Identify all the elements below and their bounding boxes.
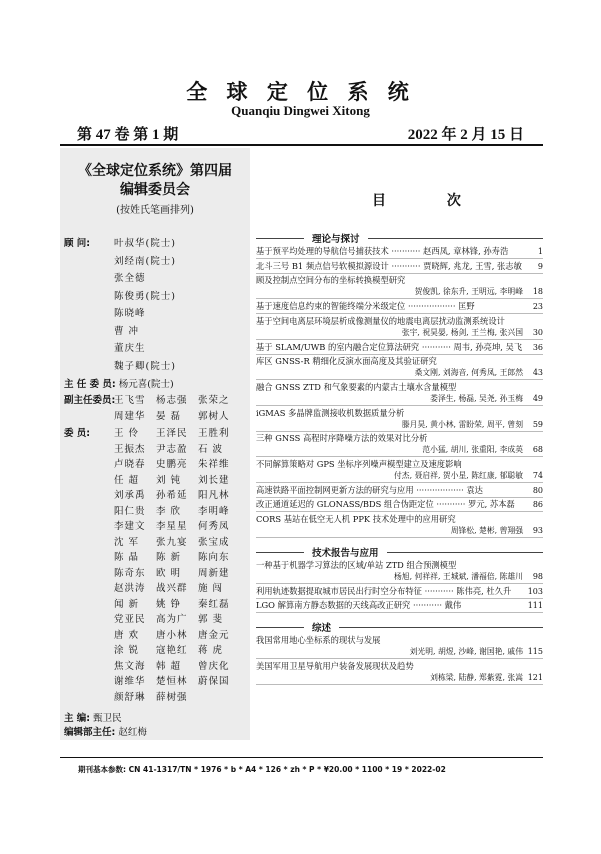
editorial-board-panel [60, 148, 250, 740]
entry-title: LGO 解算南方静态数据的天线高改正研究 ··········· 戴伟 [256, 600, 462, 611]
member-row [114, 549, 240, 565]
entry-authors: 杨旭, 何祥祥, 王城斌, 潘福倍, 陈雄川 [394, 571, 523, 581]
member-name: 刘长建 [198, 474, 230, 486]
toc-entry [256, 635, 543, 657]
vice-director-row [114, 408, 240, 424]
section-heading [256, 546, 543, 558]
member-name: 尹志盈 [156, 443, 188, 455]
member-row [114, 611, 240, 627]
member-row [114, 658, 240, 674]
section-heading [256, 232, 543, 244]
entry-page: 103 [527, 586, 543, 596]
entry-page: 80 [532, 485, 543, 495]
member-name: 蔚保国 [198, 676, 230, 687]
member-row [114, 534, 240, 550]
member-name: 陈 晶 [114, 552, 140, 563]
advisor-row [114, 323, 156, 341]
section-rule [256, 238, 543, 239]
chief-editor-label: 编辑部主任: [64, 727, 116, 738]
member-name: 唐金元 [198, 629, 230, 641]
advisor-name: 张全德 [114, 273, 146, 284]
section-label: 技术报告与应用 [304, 545, 387, 559]
toc-entry [256, 600, 543, 611]
member-name: 李建文 [114, 521, 146, 532]
member-row [114, 456, 240, 472]
member-row [114, 487, 240, 503]
member-name: 颜舒琳 [114, 691, 146, 703]
member-row [114, 627, 240, 643]
entry-page: 49 [532, 393, 543, 403]
masthead-divider [60, 144, 543, 146]
toc-entry [256, 316, 543, 338]
entry-authors: 张宇, 祝昊晏, 杨剑, 王兰梅, 张兴国 [401, 327, 523, 337]
section-label: 综述 [304, 620, 339, 634]
entry-title: 美国军用卫星导航用户装备发展现状及趋势 [256, 660, 414, 671]
entry-page: 74 [532, 471, 543, 480]
member-name: 李星星 [156, 521, 188, 532]
advisor-name: 刘经南(院士) [114, 255, 176, 267]
entry-title: 利用轨迹数据提取城市居民出行时空分布特征 ··········· 陈伟亮, 杜久升 [256, 585, 512, 596]
entry-authors: 付杰, 聂启祥, 贺小星, 陈红康, 郁聪敏 [394, 471, 523, 480]
footer-divider [60, 757, 543, 758]
entry-page: 1 [537, 247, 543, 256]
member-name: 楚恒林 [156, 676, 188, 687]
toc-entry [256, 586, 543, 597]
member-name: 焦文海 [114, 660, 146, 672]
entry-separator [256, 339, 543, 340]
toc-entry [256, 661, 543, 683]
entry-page: 36 [532, 342, 543, 352]
member-name: 韩 超 [156, 660, 182, 672]
member-name: 何秀凤 [198, 521, 230, 532]
editor-label: 主 编: [64, 713, 91, 724]
advisor-row [114, 305, 156, 323]
member-row [114, 518, 240, 534]
entry-separator [256, 273, 543, 274]
editor-name: 甄卫民 [93, 713, 122, 724]
member-name: 石 波 [198, 443, 224, 455]
entry-page: 111 [527, 601, 543, 611]
member-name: 陈向东 [198, 552, 230, 563]
entry-separator [256, 583, 543, 584]
entry-title: 基于 SLAM/UWB 的室内融合定位算法研究 ··········· 周韦, 孙亮坤, 吴飞 [256, 341, 523, 352]
vice-label: 副主任委员: [64, 395, 116, 406]
toc-heading: 目 次 [372, 193, 489, 209]
toc-entry [256, 275, 543, 297]
entry-separator [256, 379, 543, 380]
entry-page: 9 [537, 261, 543, 271]
entry-title: 基于预平均处理的导航信号捕获技术 ··········· 赵西凤, 章林锋, 孙寿浩 [256, 246, 509, 256]
entry-title: 我国常用地心坐标系的现状与发展 [256, 634, 381, 645]
entry-authors: 滕月昊, 黄小林, 雷盼荣, 周平, 曾刻 [401, 419, 523, 429]
entry-page: 30 [532, 327, 543, 337]
member-name: 阳凡林 [198, 490, 230, 501]
entry-page: 86 [532, 500, 543, 510]
member-name: 秦红磊 [198, 598, 230, 610]
member-name: 张宝成 [198, 536, 230, 548]
editor-row [64, 710, 122, 724]
member-name: 李 欣 [156, 505, 182, 517]
section-label: 理论与探讨 [304, 231, 368, 245]
advisor-name: 陈俊勇(院士) [114, 290, 176, 302]
member-name: 朱祥维 [198, 459, 230, 470]
member-row [114, 425, 240, 441]
entry-authors: 范小猛, 胡川, 张重阳, 李成英 [422, 445, 523, 455]
member-name: 卢晓春 [114, 459, 146, 470]
member-name: 王 伶 [114, 428, 140, 439]
entry-separator [256, 456, 543, 457]
advisor-row [114, 340, 156, 358]
entry-title: 高速铁路平面控制网更新方法的研究与应用 ·················· 袁达 [256, 484, 483, 495]
toc-entry [256, 301, 543, 312]
entry-title: 融合 GNSS ZTD 和气象要素的内蒙古土壤水含量模型 [256, 381, 457, 392]
advisors-label-row [64, 235, 90, 249]
member-name: 沈 军 [114, 536, 140, 548]
toc-entry [256, 356, 543, 378]
toc-entry [256, 560, 543, 582]
journal-title: 全 球 定 位 系 统 [186, 80, 415, 104]
member-name: 周新建 [198, 567, 230, 579]
member-name: 赵洪涛 [114, 583, 146, 594]
member-name: 陈 新 [156, 552, 182, 563]
board-title: 《全球定位系统》第四届 编辑委员会 [78, 163, 232, 198]
member-name: 战兴群 [156, 583, 188, 594]
entry-separator [256, 313, 543, 314]
advisor-name: 魏子卿(院士) [114, 360, 176, 372]
entry-separator [256, 598, 543, 599]
entry-separator [256, 354, 543, 355]
member-row [114, 503, 240, 519]
toc-entry [256, 485, 543, 496]
chief-editor-name: 赵红梅 [118, 727, 147, 738]
member-name: 晏 磊 [156, 410, 182, 422]
member-name: 寇艳红 [156, 645, 188, 656]
entry-authors: 刘栋梁, 陆静, 郑紫霓, 张嵩 [430, 672, 523, 682]
toc-entry [256, 382, 543, 404]
member-name: 党亚民 [114, 614, 146, 625]
vice-label-row [64, 392, 115, 406]
advisor-name: 叶叔华(院士) [114, 238, 176, 249]
member-row [114, 673, 240, 689]
member-name: 王振杰 [114, 443, 146, 455]
entry-separator [256, 684, 543, 685]
chief-editor-row [64, 724, 147, 738]
journal-parameters: 期刊基本参数: CN 41-1317/TN * 1976 * b * A4 * 126 * zh * P * ¥20.00 * 1100 * 19 * 2022-02 [78, 765, 446, 774]
entry-title: 库区 GNSS-R 精细化反演水面高度及其验证研究 [256, 356, 437, 367]
member-name: 杨志强 [156, 395, 188, 406]
entry-authors: 桑文刚, 刘海音, 何秀凤, 王郎然 [414, 368, 523, 378]
entry-title: 一种基于机器学习算法的区域/单站 ZTD 组合预测模型 [256, 559, 457, 570]
entry-title: 北斗三号 B1 频点信号软模拟源设计 ··········· 贾晓辉, 兆龙, 王雪, 张志敏 [256, 260, 522, 271]
entry-authors: 贺俊凯, 徐东升, 王明远, 李明峰 [414, 287, 523, 297]
member-name: 蒋 虎 [198, 645, 224, 656]
advisor-row [114, 288, 176, 306]
member-name: 张荣之 [198, 395, 230, 406]
entry-separator [256, 511, 543, 512]
entry-separator [256, 298, 543, 299]
member-name: 施 闯 [198, 583, 224, 594]
entry-page: 18 [532, 287, 543, 297]
entry-separator [256, 258, 543, 259]
director-row [64, 376, 174, 390]
member-name: 孙希延 [156, 490, 188, 501]
entry-page: 68 [532, 445, 543, 455]
entry-title: 顾及控制点空间分布的坐标转换模型研究 [256, 275, 406, 286]
member-name: 谢维华 [114, 676, 146, 687]
entry-authors: 刘光明, 胡煜, 沙峰, 谢国艳, 戚伟 [409, 646, 523, 656]
entry-page: 23 [532, 302, 543, 312]
toc-entry [256, 342, 543, 353]
toc-entry [256, 261, 543, 272]
entry-title: 改正通道延迟的 GLONASS/BDS 组合伪距定位 ··········· 罗元, 苏本磊 [256, 499, 515, 510]
board-subtitle: (按姓氏笔画排列) [116, 205, 194, 216]
member-name: 闻 新 [114, 598, 140, 610]
entry-separator [256, 405, 543, 406]
advisors-list [114, 235, 176, 375]
entry-separator [256, 482, 543, 483]
member-name: 高为广 [156, 614, 188, 625]
entry-page: 115 [527, 646, 543, 656]
entry-separator [256, 537, 543, 538]
member-name: 史鹏亮 [156, 459, 188, 470]
member-row [114, 565, 240, 581]
member-name: 王胜利 [198, 428, 230, 439]
entry-title: 三种 GNSS 高程时序降噪方法的效果对比分析 [256, 433, 428, 444]
entry-authors: 娄泽生, 杨磊, 吴尧, 孙玉梅 [430, 393, 523, 403]
toc-entry [256, 459, 543, 481]
advisor-name: 陈晓峰 [114, 308, 146, 319]
member-row [114, 580, 240, 596]
member-row [114, 642, 240, 658]
member-row [114, 596, 240, 612]
members-label: 委 员: [64, 428, 91, 439]
entry-separator [256, 658, 543, 659]
member-name: 王泽民 [156, 428, 188, 439]
advisor-name: 曹 冲 [114, 325, 140, 337]
entry-page: 121 [527, 672, 543, 682]
member-name: 刘承禹 [114, 490, 146, 501]
section-heading [256, 621, 543, 633]
advisor-row [114, 235, 176, 253]
entry-separator [256, 497, 543, 498]
entry-separator [256, 612, 543, 613]
member-name: 周建华 [114, 410, 146, 422]
entry-page: 93 [532, 526, 543, 536]
director-name: 杨元喜(院士) [118, 379, 174, 390]
director-label: 主 任 委 员: [64, 379, 116, 390]
entry-title: iGMAS 多晶牌监测接收机数据质量分析 [256, 407, 405, 418]
vice-director-list [114, 392, 240, 423]
member-name: 曾庆化 [198, 660, 230, 672]
entry-title: 基于空间电离层环境层析成像测量仪的地震电离层扰动监测系统设计 [256, 315, 505, 326]
member-row [114, 689, 240, 705]
advisors-label: 顾 问: [64, 238, 91, 249]
advisor-row [114, 253, 176, 271]
member-name: 张九宴 [156, 536, 188, 548]
member-name: 阳仁贵 [114, 505, 146, 517]
member-name: 任 超 [114, 474, 140, 486]
toc-entry [256, 514, 543, 536]
member-name: 郭树人 [198, 410, 230, 422]
advisor-name: 董庆生 [114, 343, 146, 354]
toc-entry [256, 499, 543, 510]
issue-date: 2022 年 2 月 15 日 [407, 127, 524, 143]
entry-page: 59 [532, 419, 543, 429]
member-name: 王飞雪 [114, 395, 146, 406]
entry-title: CORS 基站在低空无人机 PPK 技术处理中的应用研究 [256, 514, 456, 525]
member-name: 郭 斐 [198, 614, 224, 625]
entry-title: 不同解算策略对 GPS 坐标序列噪声模型建立及速度影响 [256, 459, 462, 469]
entry-page: 98 [532, 571, 543, 581]
journal-pinyin: Quanqiu Dingwei Xitong [231, 103, 370, 118]
advisor-row [114, 358, 176, 376]
member-row [114, 472, 240, 488]
member-name: 欧 明 [156, 567, 182, 579]
toc-entry [256, 408, 543, 430]
toc-entry [256, 433, 543, 455]
members-list [114, 425, 240, 704]
volume-issue: 第 47 卷 第 1 期 [77, 127, 179, 143]
member-name: 刘 钝 [156, 474, 182, 486]
vice-director-row [114, 392, 240, 408]
member-name: 涂 锐 [114, 645, 140, 656]
member-name: 唐小林 [156, 629, 188, 641]
section-rule [256, 552, 543, 553]
section-rule [256, 627, 543, 628]
member-name: 薛树强 [156, 691, 188, 703]
toc-entry [256, 246, 543, 257]
member-name: 李明峰 [198, 505, 230, 517]
entry-separator [256, 431, 543, 432]
members-label-row [64, 425, 90, 439]
member-name: 陈奇东 [114, 567, 146, 579]
member-row [114, 441, 240, 457]
member-name: 唐 欢 [114, 629, 140, 641]
entry-title: 基于速度信息约束的智能终端分米级定位 ·················· 匡野 [256, 301, 475, 312]
advisor-row [114, 270, 156, 288]
member-name: 姚 铮 [156, 598, 182, 610]
entry-page: 43 [532, 368, 543, 378]
entry-authors: 周锋松, 楚彬, 曾翔强 [450, 526, 523, 536]
